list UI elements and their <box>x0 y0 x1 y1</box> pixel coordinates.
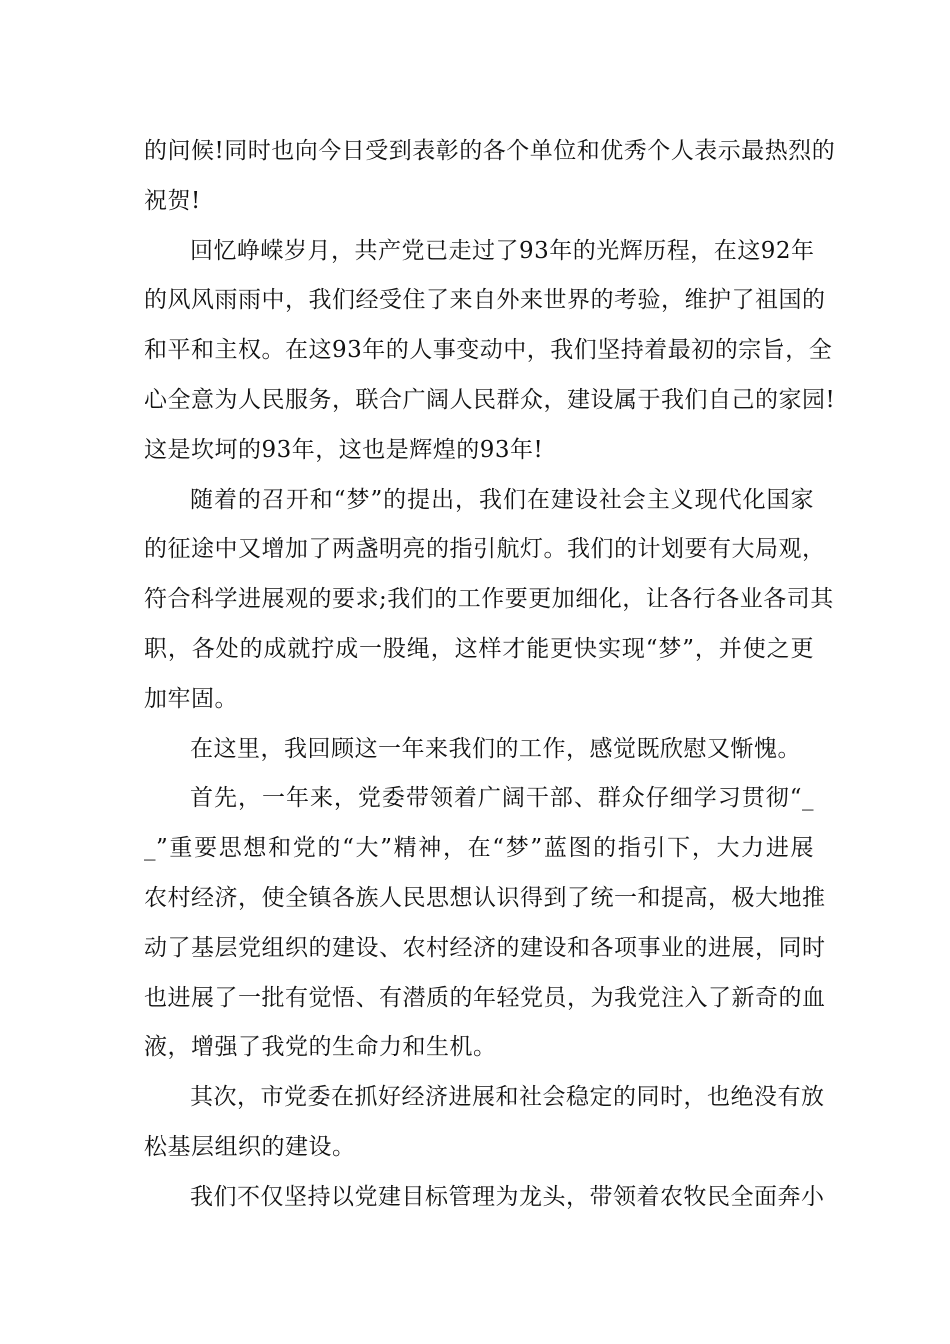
text-line: 也进展了一批有觉悟、有潜质的年轻党员，为我党注入了新奇的血 <box>144 984 826 1011</box>
text-line: 松基层组织的建设。 <box>144 1133 356 1160</box>
text-line: 职，各处的成就拧成一股绳，这样才能更快实现“梦”，并使之更 <box>144 635 814 662</box>
text-line: 和平和主权。在这93年的人事变动中，我们坚持着最初的宗旨，全 <box>144 337 833 364</box>
text-line: 农村经济，使全镇各族人民思想认识得到了统一和提高，极大地推 <box>144 884 826 911</box>
text-line: 祝贺! <box>144 187 201 214</box>
text-line: 动了基层党组织的建设、农村经济的建设和各项事业的进展，同时 <box>144 934 826 961</box>
text-line: 回忆峥嵘岁月，共产党已走过了93年的光辉历程，在这92年 <box>190 237 815 264</box>
text-line: 符合科学进展观的要求;我们的工作要更加细化，让各行各业各司其 <box>144 586 834 613</box>
text-line: 在这里，我回顾这一年来我们的工作，感觉既欣慰又惭愧。 <box>190 735 801 762</box>
text-line: 首先，一年来，党委带领着广阔干部、群众仔细学习贯彻“_ <box>190 785 814 812</box>
text-line: 这是坎坷的93年，这也是辉煌的93年! <box>144 436 544 463</box>
body-text <box>144 127 836 1223</box>
text-line: 的问候!同时也向今日受到表彰的各个单位和优秀个人表示最热烈的 <box>144 138 836 164</box>
text-line: 加牢固。 <box>144 685 238 712</box>
text-line: 随着的召开和“梦”的提出，我们在建设社会主义现代化国家 <box>190 486 814 513</box>
text-line: 心全意为人民服务，联合广阔人民群众，建设属于我们自己的家园! <box>144 386 836 413</box>
text-line: 其次，市党委在抓好经济进展和社会稳定的同时，也绝没有放 <box>190 1084 825 1111</box>
text-line: 我们不仅坚持以党建目标管理为龙头，带领着农牧民全面奔小 <box>190 1183 825 1210</box>
text-line: 的风风雨雨中，我们经受住了来自外来世界的考验，维护了祖国的 <box>144 287 826 314</box>
text-line: 的征途中又增加了两盏明亮的指引航灯。我们的计划要有大局观， <box>144 536 826 563</box>
text-line: _”重要思想和党的“大”精神，在“梦”蓝图的指引下，大力进展 <box>144 835 814 862</box>
text-line: 液，增强了我党的生命力和生机。 <box>144 1034 497 1061</box>
